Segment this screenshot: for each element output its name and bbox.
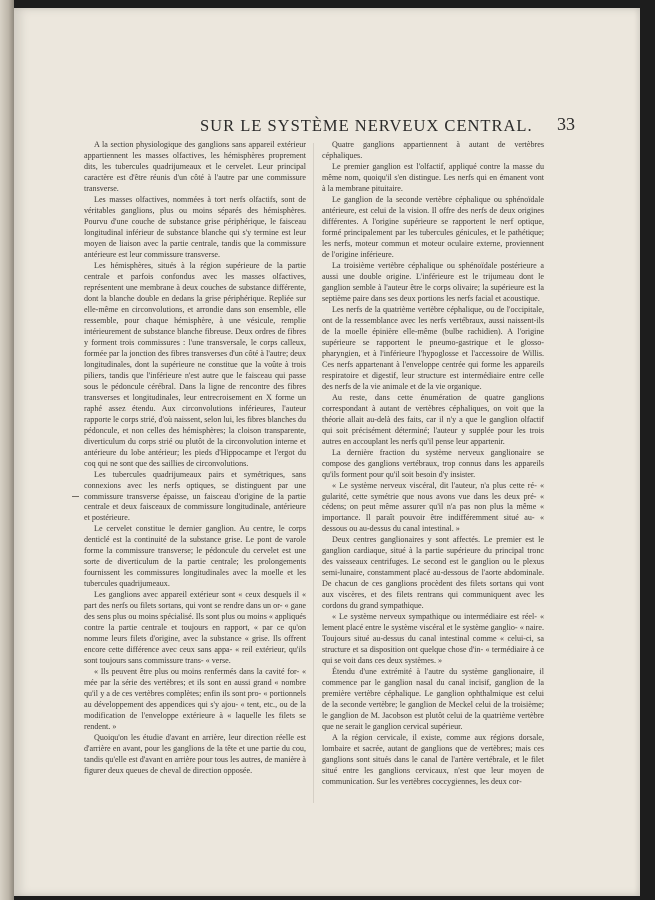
paragraph: A la section physiologique des ganglions sans appareil extérieur appartiennent les masses olfactives, les hémisphères proprement dits, les tubercules quadrijumeaux et le cervelet. Leur principal caractère est d'être réunis d'un côté à l'autre par une commissure transverse.	[84, 140, 306, 193]
book-page	[14, 8, 640, 896]
paragraph: Étendu d'une extrémité à l'autre du système ganglionaire, il commence par le ganglion nasal du canal incisif, ganglion de la première vertèbre céphalique. Le ganglion ophthalmique est celui de la seconde vertèbre; le ganglion de Meckel celui de la troisième; le ganglion de M. Jacobson est plutôt celui de la quatrième vertèbre que ne serait le ganglion cervical supérieur.	[322, 667, 544, 732]
paragraph: Les nerfs de la quatrième vertèbre céphalique, ou de l'occipitale, ont de la ressemblance avec les nerfs vertébraux, aussi naissent-ils de la moelle épinière elle-même (bulbe rachidien). A l'origine supérieure se rapportent le pneumo-gastrique et le glosso-pharyngien, et à l'inférieure l'hypoglosse et l'accessoire de Willis. Ces nerfs appartenant à l'enveloppe centrée qui forme les appareils respiratoire et digestif, leur structure est intermédiaire entre celle des nerfs de la vie animale et de la vie organique.	[322, 304, 544, 391]
paragraph: Au reste, dans cette énumération de quatre ganglions correspondant à autant de vertèbres céphaliques, on voit que la théorie allait au-delà des faits, car il n'y a que le ganglion olfactif qui soit précisément déterminé; l'auteur y supplée pour les trois autres en accouplant les nerfs qu'il pense leur appartenir.	[322, 392, 544, 446]
book-spine-edge	[0, 0, 14, 900]
quote-paragraph: « Ils peuvent être plus ou moins renfermés dans la cavité for- « mée par la série des vertèbres; et ils sont en aussi grand « nombre qu'il y a de ces vertèbres complètes; enfin ils sont pro- « portionnels au développement des appendices qui s'y ajou- « tent, etc., ou de la modification de l'enveloppe extérieure à « laquelle les filets se rendent. »	[84, 667, 306, 732]
paragraph: Les hémisphères, situés à la région supérieure de la partie centrale et parfois confondus avec les masses olfactives, représentent une membrane à deux couches de substance différente, dont la blanche double en dedans la grise périphérique. Repliée sur elle-même en circonvolutions, et arrondie dans son ensemble, elle ressemble, pour chaque hémisphère, à une vésicule, remplie intérieurement de substance blanche fibreuse. Deux ordres de fibres y forment trois commissures : l'une transversale, le corps calleux, formée par la jonction des fibres transverses d'un côté à l'autre; deux longitudinales, dont la supérieure ne constitue que la voûte à trois piliers, tandis que l'inférieure n'est autre que le faisceau qui passe sous le pédoncule cérébral. Dans la ligne de rencontre des fibres transverses et longitudinales, leur entrecroisement en X forme un raphé assez étendu. Aux circonvolutions inférieures, l'auteur rapporte le corps strié, d'où naissent, selon lui, les fibres blanches du pédoncule, et non celles des hémisphères; la cloison transparente, diverticulum du corps strié ou plutôt de la circonvolution interne et antérieure du lobe antérieur; les pieds d'Hippocampe et l'ergot du coq qui ne sont que des saillies de circonvolutions.	[84, 260, 306, 468]
paragraph: A la région cervicale, il existe, comme aux régions dorsale, lombaire et sacrée, autant de ganglions que de vertèbres; mais ces ganglions sont situés dans le canal de l'artère vertébrale, et le filet situé entre les ganglions cervicaux, n'est que leur moyen de communication. Sur les vertèbres coccygiennes, les deux cor-	[322, 733, 544, 787]
paragraph: La dernière fraction du système nerveux ganglionaire se compose des ganglions vertébraux, trop connus dans les appareils qu'ils forment pour qu'il soit besoin d'y insister.	[322, 447, 544, 479]
quote-paragraph: « Le système nerveux sympathique ou intermédiaire est réel- « lement placé entre le système viscéral et le système ganglio- « naire. Toujours situé au-dessus du canal intestinal comme « celui-ci, sa structure et sa disposition ont quelque chose d'in- « termédiaire à ce qui se voit dans ces deux systèmes. »	[322, 612, 544, 666]
quote-paragraph: « Le système nerveux viscéral, dit l'auteur, n'a plus cette ré- « gularité, cette symétrie que nous avons vue dans les deux pré- « cédens; on peut même assurer qu'il n'a pas non plus la même « importance. Il paraît pouvoir être indifféremment situé au- « dessous ou au-dessus du canal intestinal. »	[322, 480, 544, 534]
paragraph: Deux centres ganglionaires y sont affectés. Le premier est le ganglion cardiaque, situé à la partie supérieure du principal tronc des vaisseaux centrifuges. Le second est le ganglion ou le plexus semi-lunaire, constamment placé au-dessous de l'aorte abdominale. De chacun de ces ganglions procèdent des filets sortans qui vont aux viscères, et des filets rentrans qui communiquent avec les cordons du grand sympathique.	[322, 535, 544, 611]
paragraph: Les masses olfactives, nommées à tort nerfs olfactifs, sont de véritables ganglions, plus ou moins séparés des hémisphères. Pourvu d'une couche de substance grise périphérique, le faisceau longitudinal inférieur de substance blanche qui s'y termine est leur moyen de liaison avec la partie centrale, tandis que la commissure antérieure est leur commissure transverse.	[84, 194, 306, 259]
running-header	[14, 114, 640, 138]
paragraph: Quatre ganglions appartiennent à autant de vertèbres céphaliques.	[322, 140, 544, 160]
left-text-column	[84, 140, 306, 777]
paragraph: Quoiqu'on les étudie d'avant en arrière, leur direction réelle est d'arrière en avant, pour les ganglions de la tête et une partie du cou, tandis qu'elle est d'avant en arrière pour tous les autres, de manière à figurer deux queues de cheval de direction opposée.	[84, 733, 306, 776]
margin-mark	[72, 496, 79, 497]
running-title: SUR LE SYSTÈME NERVEUX CENTRAL.	[200, 116, 533, 135]
paragraph: Le cervelet constitue le dernier ganglion. Au centre, le corps denticlé est la continuité de la substance grise. Le pont de varole forme la commissure transverse; le pédoncule du cervelet est une sorte de diverticulum de la partie centrale; les prolongements fournissent les commissures longitudinales avec la moelle et les tubercules quadrijumeaux.	[84, 524, 306, 589]
paragraph: Le premier ganglion est l'olfactif, appliqué contre la masse du même nom, quoiqu'il s'en distingue. Les nerfs qui en émanent vont à la membrane pituitaire.	[322, 161, 544, 193]
paragraph: Les tubercules quadrijumeaux pairs et symétriques, sans connexions avec les nerfs optiques, se distinguent par une commissure transverse épaisse, un faisceau d'origine de la partie centrale et deux faisceaux de commissure longitudinale, antérieure et postérieure.	[84, 469, 306, 523]
paragraph: Les ganglions avec appareil extérieur sont « ceux desquels il « part des nerfs ou filets sortans, qui vont se rendre dans un or- « gane des sens plus ou moins spécialisé. Ils sont plus ou moins « appliqués contre la partie centrale et toujours en rapport, « par ce qu'on nomme leurs filets d'origine, avec la substance « grise. Ils offrent encore cette différence avec ceux sans appa- « reil extérieur, qu'ils sont toujours sans commissure trans- « verse.	[84, 590, 306, 666]
page-number: 33	[557, 114, 575, 134]
paragraph: Le ganglion de la seconde vertèbre céphalique ou sphénoïdale antérieure, est celui de la vision. Il offre des nerfs de deux origines différentes. A l'origine supérieure se rapportent le nerf optique, formé principalement par les tubercules génicules, et le pathétique; les nerfs, moteur commun et moteur oculaire externe, proviennent de l'origine inférieure.	[322, 194, 544, 259]
right-text-column	[322, 140, 544, 788]
paragraph: La troisième vertèbre céphalique ou sphénoïdale postérieure a aussi une double origine. L'inférieure est le trijumeau dont le ganglion semble à l'auteur être le corps olivaire; la supérieure est la septième paire dans ses deux portions les nerfs facial et acoustique.	[322, 260, 544, 303]
column-gutter	[313, 143, 314, 803]
